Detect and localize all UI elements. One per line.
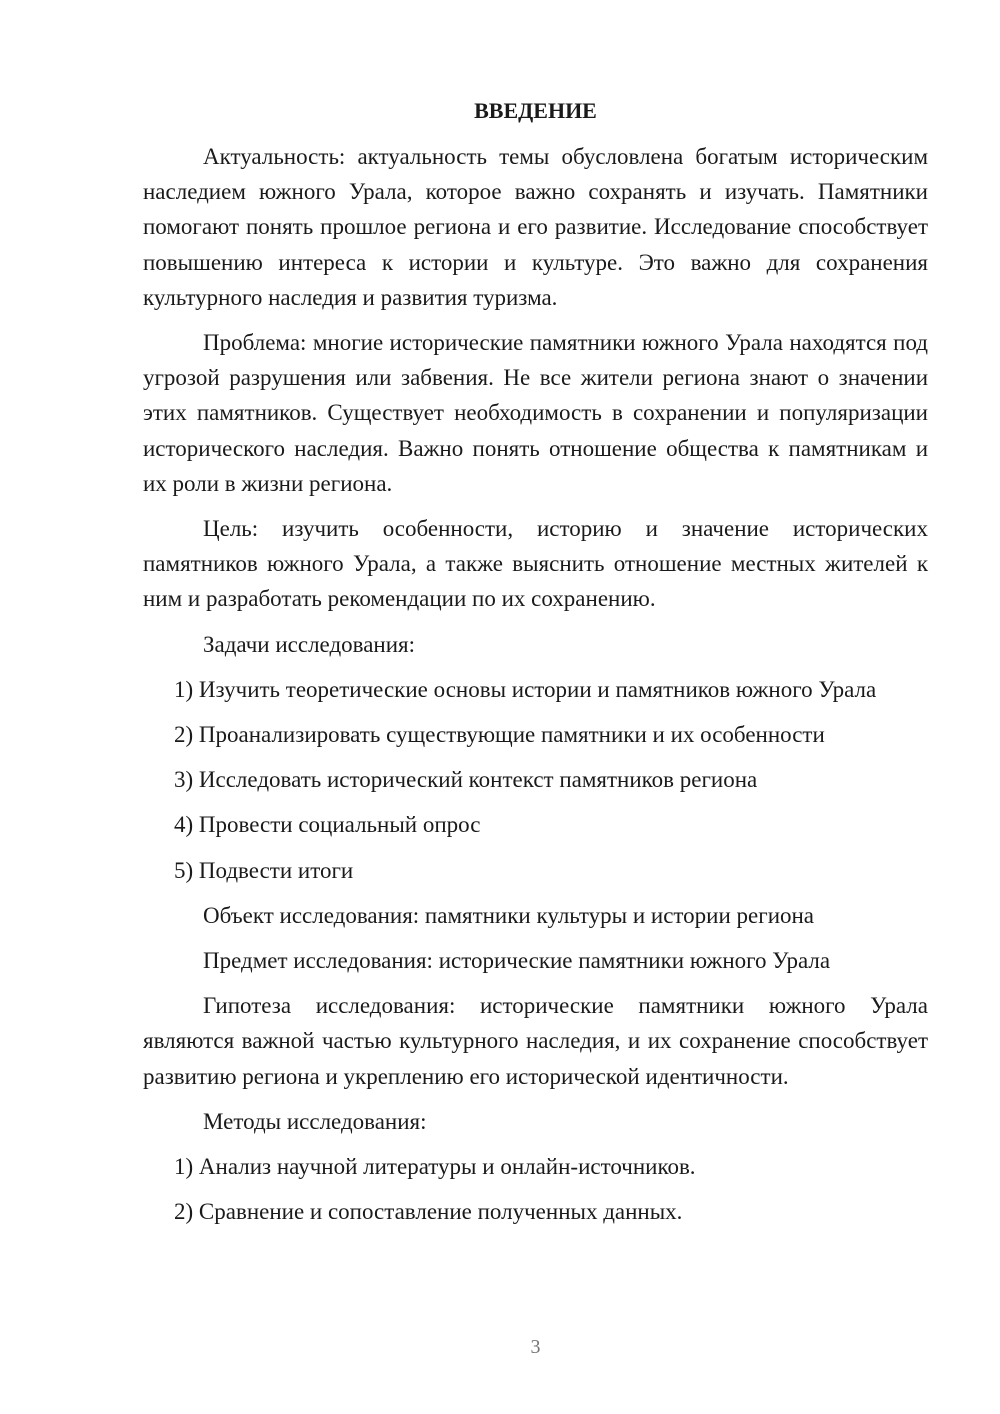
method-item: 2) Сравнение и сопоставление полученных данных.	[174, 1199, 683, 1225]
goal-paragraph: Цель: изучить особенности, историю и значение исторических памятников южного Урала, а также выяснить отношение местных жителей к ним и разработать рекомендации по их сохранению.	[143, 516, 928, 612]
problem-paragraph: Проблема: многие исторические памятники южного Урала находятся под угрозой разрушения или забвения. Не все жители региона знают о значении этих памятников. Существует необходимость в сохранении и популяризации исторического наследия. Важно понять отношение общества к памятникам и их роли в жизни региона.	[143, 330, 928, 496]
method-item: 1) Анализ научной литературы и онлайн-источников.	[174, 1154, 696, 1180]
subject-line: Предмет исследования: исторические памятники южного Урала	[203, 948, 831, 974]
task-item: 3) Исследовать исторический контекст памятников региона	[174, 767, 758, 793]
section-heading: ВВЕДЕНИЕ	[474, 98, 597, 123]
tasks-title: Задачи исследования:	[203, 631, 416, 657]
page-number: 3	[530, 1336, 541, 1358]
task-item: 5) Подвести итоги	[174, 857, 354, 883]
hypothesis-paragraph: Гипотеза исследования: исторические памятники южного Урала являются важной частью культурного наследия, и их сохранение способствует развитию региона и укреплению его исторической идентичности.	[143, 993, 928, 1089]
task-item: 4) Провести социальный опрос	[174, 812, 481, 838]
relevance-paragraph: Актуальность: актуальность темы обусловлена богатым историческим наследием южного Урала, которое важно сохранять и изучать. Памятники помогают понять прошлое региона и его развитие. Исследование способствует повышению интереса к истории и культуре. Это важно для сохранения культурного наследия и развития туризма.	[143, 144, 928, 310]
page-content	[143, 96, 928, 1239]
object-line: Объект исследования: памятники культуры и истории региона	[203, 902, 815, 928]
task-item: 1) Изучить теоретические основы истории и памятников южного Урала	[174, 676, 877, 702]
task-item: 2) Проанализировать существующие памятники и их особенности	[174, 722, 825, 748]
methods-title: Методы исследования:	[203, 1108, 427, 1134]
